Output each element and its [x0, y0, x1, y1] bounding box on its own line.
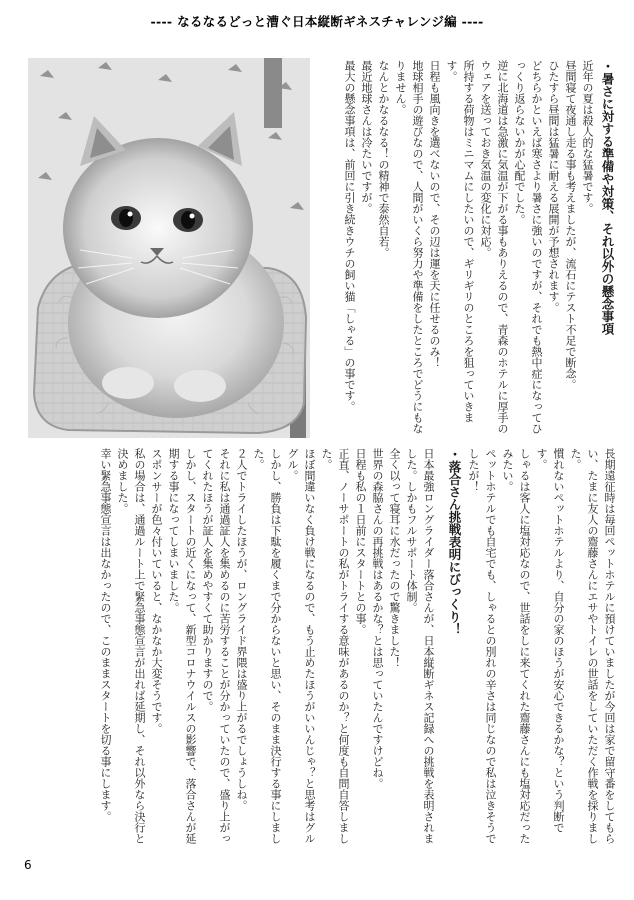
cat-image-icon	[28, 58, 310, 438]
paragraph: しかし、勝負は下駄を履くまで分からないと思い、そのまま決行する事にしました。	[252, 448, 282, 844]
paragraph: それに私は通過証人を集めるのに苦労することが分かっていたので、盛り上がってくれたほうが証人を集めやすくて助かりますので。	[201, 448, 231, 844]
paragraph: しかし、スタートの近くになって、新型コロナウイルスの影響で、落合さんが延期する事になってしまいました。	[167, 448, 197, 844]
paragraph: 所持する荷物はミニマムにしたいので、ギリギリのところを狙っていきます。	[445, 60, 475, 423]
paragraph: ２人でトライしたほうが、ロングライド界隈は盛り上がるでしょうしね。	[235, 448, 248, 811]
page-number: 6	[24, 858, 32, 872]
upper-article-column	[322, 60, 618, 440]
paragraph: ひたすら昼間は猛暑に耐える展開が予想されます。	[547, 60, 560, 313]
paragraph: ペットホテルでも自宅でも、しゃるとの別れの辛さは同じなので私は泣きそうでしたが！	[467, 448, 497, 844]
paragraph: 全く以って寝耳に水だったので驚きました！	[388, 448, 401, 668]
paragraph: 正直、ノーサポートの私がトライする意味があるのか？と何度も自問自答しました。	[320, 448, 350, 844]
paragraph: 逆に北海道は急激に気温が下がる事もありえるので、青森のホテルに厚手のウェアを送っておき気温の変化に対応。	[479, 60, 509, 434]
paragraph: ほぼ間違いなく負け戦になるので、もう止めたほうがいいんじゃ？と思考はグルグル。	[286, 448, 316, 844]
paragraph: 日程も私の１日前にスタートとの事。	[354, 448, 367, 635]
paragraph: 慣れないペットホテルより、自分の家のほうが安心できるかな？という判断です。	[535, 448, 565, 833]
paragraph: 日程も風向きを選べないので、その辺は運を天に任せるのみ！	[428, 60, 441, 368]
lower-article-column	[99, 448, 618, 844]
paragraph: 最大の懸念事項は、前回に引き続きウチの飼い猫「しゃる」の事です。	[343, 60, 356, 412]
page-header: ---- なるなるどっと漕ぐ日本縦断ギネスチャレンジ編 ----	[150, 14, 484, 29]
cat-photo	[28, 58, 310, 438]
section-heading-ochiai: ・落合さん挑戦表明にびっくり！	[447, 448, 462, 636]
paragraph: 私の場合は、通過ルート上で緊急事態宣言が出れば延期し、それ以外なら決行と決めました。	[116, 448, 146, 844]
paragraph: 近年の夏は殺人的な猛暑です。	[581, 60, 594, 214]
paragraph: 長期遠征時は毎回ペットホテルに預けていましたが今回は家で留守番をしてもらい、たまに友人の齋藤さんにエサやトイレの世話をしていただく作戦を採りました。	[569, 448, 616, 844]
paragraph: しゃるは客人に塩対応なので、世話をしに来てくれた齋藤さんにも塩対応だったみたい。	[501, 448, 531, 844]
paragraph: 昼間寝て夜通し走る事も考えましたが、流石にテスト不足で断念。	[564, 60, 577, 390]
paragraph: なんとかなるなる！の精神で泰然自若。	[377, 60, 390, 258]
paragraph: どちらかといえば寒さより暑さに強いのですが、それでも熱中症になってひっくり返らないかが心配でした。	[513, 60, 543, 434]
paragraph: 最近地球さんは冷たいですが。	[360, 60, 373, 214]
paragraph: 地球相手の遊びなので、人間がいくら努力や準備をしたところでどうにもなりません。	[394, 60, 424, 434]
paragraph: 世界の森脇さんの再挑戦はあるかな？とは思っていたんですけどね。	[371, 448, 384, 789]
paragraph: 日本最強ロングライダー落合さんが、日本縦断ギネス記録への挑戦を表明されました。しかもフルサポート体制。	[405, 448, 435, 844]
paragraph: 幸い緊急事態宣言は出なかったので、このままスタートを切る事にします。	[99, 448, 112, 822]
paragraph: スポンサーが色々付いていると、なかなか大変そうです。	[150, 448, 163, 734]
section-heading-heat: ・暑さに対する準備や対策、それ以外の懸念事項	[600, 60, 615, 335]
